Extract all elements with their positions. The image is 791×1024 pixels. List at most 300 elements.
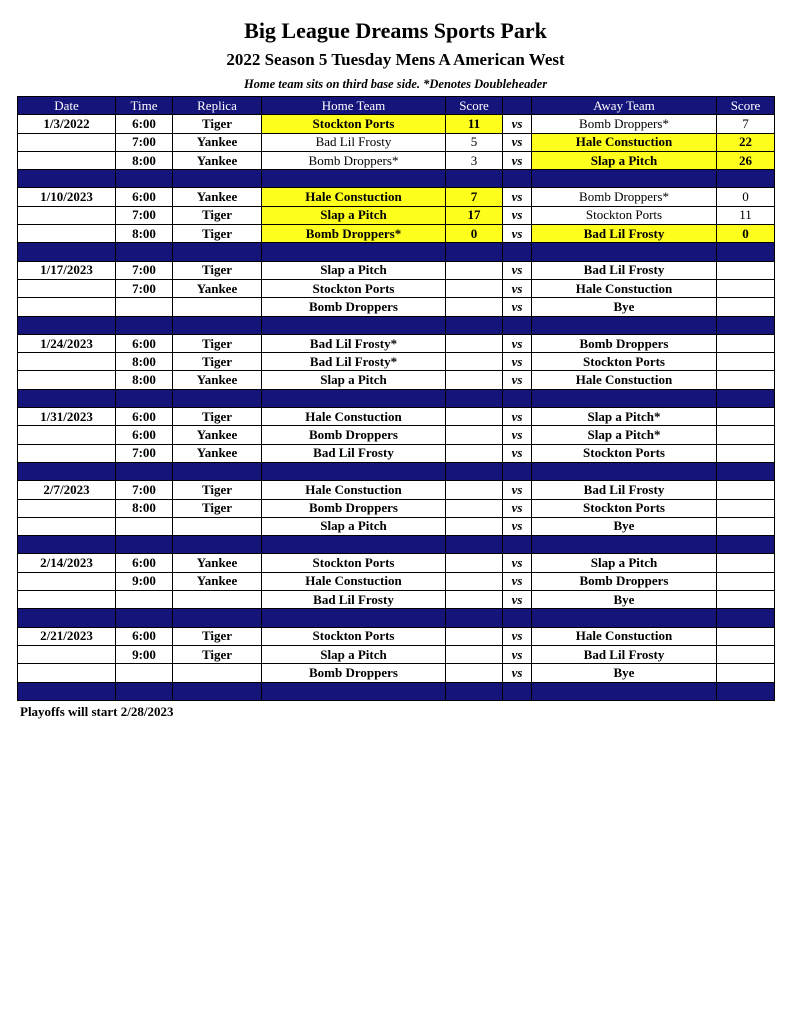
col-header-vs xyxy=(503,97,532,115)
home-score-cell xyxy=(446,426,503,444)
week-separator xyxy=(18,389,775,407)
col-header-date: Date xyxy=(18,97,116,115)
date-cell xyxy=(18,279,116,297)
week-separator xyxy=(18,170,775,188)
separator-cell xyxy=(532,170,717,188)
week-separator xyxy=(18,316,775,334)
away-score-cell: 0 xyxy=(717,188,775,206)
game-row xyxy=(18,499,775,517)
date-cell xyxy=(18,426,116,444)
replica-cell: Yankee xyxy=(173,426,262,444)
away-team-cell: Stockton Ports xyxy=(532,206,717,224)
separator-cell xyxy=(446,682,503,700)
time-cell xyxy=(116,298,173,316)
date-cell: 2/14/2023 xyxy=(18,554,116,572)
separator-cell xyxy=(717,682,775,700)
away-score-cell xyxy=(717,279,775,297)
date-cell: 1/31/2023 xyxy=(18,408,116,426)
game-row xyxy=(18,279,775,297)
away-score-cell xyxy=(717,517,775,535)
replica-cell: Tiger xyxy=(173,334,262,352)
replica-cell: Tiger xyxy=(173,353,262,371)
separator-cell xyxy=(446,609,503,627)
date-cell xyxy=(18,353,116,371)
home-team-cell: Bomb Droppers xyxy=(262,664,446,682)
game-row xyxy=(18,645,775,663)
game-row xyxy=(18,261,775,279)
home-score-cell xyxy=(446,664,503,682)
date-cell xyxy=(18,645,116,663)
home-team-cell: Hale Constuction xyxy=(262,408,446,426)
week-separator xyxy=(18,462,775,480)
away-team-cell: Bye xyxy=(532,298,717,316)
away-score-cell xyxy=(717,353,775,371)
date-cell xyxy=(18,133,116,151)
date-cell xyxy=(18,664,116,682)
vs-cell: vs xyxy=(503,499,532,517)
separator-cell xyxy=(173,462,262,480)
separator-cell xyxy=(262,462,446,480)
replica-cell: Tiger xyxy=(173,225,262,243)
time-cell: 6:00 xyxy=(116,554,173,572)
separator-cell xyxy=(717,389,775,407)
separator-cell xyxy=(503,536,532,554)
away-team-cell: Slap a Pitch* xyxy=(532,426,717,444)
date-cell xyxy=(18,225,116,243)
replica-cell: Yankee xyxy=(173,444,262,462)
game-row xyxy=(18,572,775,590)
date-cell: 1/24/2023 xyxy=(18,334,116,352)
home-score-cell xyxy=(446,645,503,663)
away-score-cell xyxy=(717,627,775,645)
time-cell: 6:00 xyxy=(116,408,173,426)
away-score-cell xyxy=(717,408,775,426)
game-row xyxy=(18,444,775,462)
away-score-cell xyxy=(717,481,775,499)
replica-cell: Yankee xyxy=(173,151,262,169)
time-cell: 7:00 xyxy=(116,279,173,297)
home-score-cell xyxy=(446,444,503,462)
col-header-away-team: Away Team xyxy=(532,97,717,115)
separator-cell xyxy=(262,609,446,627)
vs-cell: vs xyxy=(503,261,532,279)
game-row xyxy=(18,627,775,645)
page-subtitle: 2022 Season 5 Tuesday Mens A American West xyxy=(226,50,565,69)
away-score-cell: 26 xyxy=(717,151,775,169)
date-cell xyxy=(18,591,116,609)
separator-cell xyxy=(18,170,116,188)
away-team-cell: Bye xyxy=(532,664,717,682)
home-team-cell: Bomb Droppers* xyxy=(262,225,446,243)
separator-cell xyxy=(18,536,116,554)
separator-cell xyxy=(116,316,173,334)
home-score-cell xyxy=(446,572,503,590)
game-row xyxy=(18,298,775,316)
separator-cell xyxy=(446,389,503,407)
time-cell: 7:00 xyxy=(116,481,173,499)
date-cell: 1/10/2023 xyxy=(18,188,116,206)
home-team-cell: Slap a Pitch xyxy=(262,517,446,535)
time-cell: 8:00 xyxy=(116,499,173,517)
home-team-cell: Bad Lil Frosty* xyxy=(262,353,446,371)
home-team-cell: Slap a Pitch xyxy=(262,371,446,389)
home-team-cell: Stockton Ports xyxy=(262,279,446,297)
away-team-cell: Bye xyxy=(532,591,717,609)
away-team-cell: Stockton Ports xyxy=(532,353,717,371)
replica-cell: Yankee xyxy=(173,133,262,151)
vs-cell: vs xyxy=(503,664,532,682)
vs-cell: vs xyxy=(503,133,532,151)
separator-cell xyxy=(717,243,775,261)
home-score-cell xyxy=(446,408,503,426)
time-cell: 9:00 xyxy=(116,645,173,663)
separator-cell xyxy=(173,170,262,188)
away-team-cell: Bomb Droppers xyxy=(532,572,717,590)
separator-cell xyxy=(262,389,446,407)
replica-cell xyxy=(173,664,262,682)
col-header-time: Time xyxy=(116,97,173,115)
separator-cell xyxy=(532,462,717,480)
separator-cell xyxy=(262,170,446,188)
home-team-cell: Hale Constuction xyxy=(262,188,446,206)
away-team-cell: Bomb Droppers* xyxy=(532,188,717,206)
away-team-cell: Slap a Pitch* xyxy=(532,408,717,426)
vs-cell: vs xyxy=(503,444,532,462)
separator-cell xyxy=(532,682,717,700)
separator-cell xyxy=(262,682,446,700)
game-row xyxy=(18,481,775,499)
separator-cell xyxy=(116,682,173,700)
time-cell: 7:00 xyxy=(116,133,173,151)
game-row xyxy=(18,371,775,389)
home-score-cell: 3 xyxy=(446,151,503,169)
time-cell: 9:00 xyxy=(116,572,173,590)
home-team-cell: Bad Lil Frosty xyxy=(262,444,446,462)
away-team-cell: Bye xyxy=(532,517,717,535)
separator-cell xyxy=(503,170,532,188)
separator-cell xyxy=(173,316,262,334)
replica-cell: Yankee xyxy=(173,371,262,389)
home-team-cell: Stockton Ports xyxy=(262,554,446,572)
separator-cell xyxy=(446,462,503,480)
away-team-cell: Hale Constuction xyxy=(532,133,717,151)
time-cell xyxy=(116,517,173,535)
week-separator xyxy=(18,682,775,700)
time-cell: 6:00 xyxy=(116,115,173,133)
replica-cell: Tiger xyxy=(173,627,262,645)
separator-cell xyxy=(262,316,446,334)
replica-cell: Yankee xyxy=(173,554,262,572)
home-score-cell xyxy=(446,353,503,371)
separator-cell xyxy=(532,536,717,554)
home-score-cell: 5 xyxy=(446,133,503,151)
home-score-cell: 0 xyxy=(446,225,503,243)
time-cell: 6:00 xyxy=(116,426,173,444)
away-score-cell: 7 xyxy=(717,115,775,133)
schedule-body xyxy=(18,115,775,701)
away-score-cell xyxy=(717,334,775,352)
header-row xyxy=(18,97,775,115)
away-score-cell: 22 xyxy=(717,133,775,151)
date-cell xyxy=(18,444,116,462)
vs-cell: vs xyxy=(503,627,532,645)
time-cell: 8:00 xyxy=(116,371,173,389)
separator-cell xyxy=(18,389,116,407)
separator-cell xyxy=(18,316,116,334)
home-score-cell xyxy=(446,481,503,499)
separator-cell xyxy=(532,389,717,407)
separator-cell xyxy=(446,536,503,554)
separator-cell xyxy=(503,316,532,334)
away-score-cell xyxy=(717,664,775,682)
away-score-cell xyxy=(717,298,775,316)
game-row xyxy=(18,517,775,535)
away-team-cell: Hale Constuction xyxy=(532,627,717,645)
away-team-cell: Slap a Pitch xyxy=(532,151,717,169)
date-cell xyxy=(18,206,116,224)
vs-cell: vs xyxy=(503,408,532,426)
separator-cell xyxy=(18,682,116,700)
home-team-cell: Bad Lil Frosty* xyxy=(262,334,446,352)
separator-cell xyxy=(173,609,262,627)
separator-cell xyxy=(173,682,262,700)
game-row xyxy=(18,188,775,206)
separator-cell xyxy=(446,170,503,188)
game-row xyxy=(18,334,775,352)
home-team-cell: Bomb Droppers* xyxy=(262,151,446,169)
time-cell: 7:00 xyxy=(116,444,173,462)
vs-cell: vs xyxy=(503,591,532,609)
vs-cell: vs xyxy=(503,371,532,389)
separator-cell xyxy=(116,462,173,480)
time-cell xyxy=(116,664,173,682)
game-row xyxy=(18,664,775,682)
separator-cell xyxy=(446,316,503,334)
home-score-cell xyxy=(446,499,503,517)
home-score-cell xyxy=(446,627,503,645)
vs-cell: vs xyxy=(503,225,532,243)
away-team-cell: Bad Lil Frosty xyxy=(532,645,717,663)
date-cell xyxy=(18,298,116,316)
away-score-cell xyxy=(717,261,775,279)
separator-cell xyxy=(116,609,173,627)
away-team-cell: Bad Lil Frosty xyxy=(532,261,717,279)
separator-cell xyxy=(503,389,532,407)
separator-cell xyxy=(116,170,173,188)
away-score-cell xyxy=(717,572,775,590)
away-team-cell: Stockton Ports xyxy=(532,444,717,462)
home-score-cell xyxy=(446,298,503,316)
replica-cell: Tiger xyxy=(173,115,262,133)
date-cell xyxy=(18,151,116,169)
home-score-cell xyxy=(446,334,503,352)
vs-cell: vs xyxy=(503,188,532,206)
time-cell xyxy=(116,591,173,609)
replica-cell: Yankee xyxy=(173,572,262,590)
schedule-table xyxy=(17,96,775,701)
separator-cell xyxy=(532,243,717,261)
vs-cell: vs xyxy=(503,481,532,499)
separator-cell xyxy=(717,536,775,554)
game-row xyxy=(18,133,775,151)
home-score-cell: 7 xyxy=(446,188,503,206)
home-score-cell xyxy=(446,371,503,389)
home-score-cell xyxy=(446,591,503,609)
vs-cell: vs xyxy=(503,206,532,224)
date-cell: 2/7/2023 xyxy=(18,481,116,499)
game-row xyxy=(18,426,775,444)
separator-cell xyxy=(116,243,173,261)
separator-cell xyxy=(116,389,173,407)
separator-cell xyxy=(116,536,173,554)
game-row xyxy=(18,591,775,609)
home-team-cell: Bomb Droppers xyxy=(262,426,446,444)
vs-cell: vs xyxy=(503,334,532,352)
away-team-cell: Slap a Pitch xyxy=(532,554,717,572)
home-score-cell xyxy=(446,517,503,535)
home-team-cell: Bomb Droppers xyxy=(262,298,446,316)
home-team-cell: Slap a Pitch xyxy=(262,206,446,224)
playoffs-note: Playoffs will start 2/28/2023 xyxy=(20,704,174,719)
date-cell xyxy=(18,371,116,389)
home-score-cell: 17 xyxy=(446,206,503,224)
replica-cell: Tiger xyxy=(173,206,262,224)
away-team-cell: Bomb Droppers xyxy=(532,334,717,352)
away-score-cell xyxy=(717,591,775,609)
week-separator xyxy=(18,536,775,554)
replica-cell: Yankee xyxy=(173,188,262,206)
away-score-cell xyxy=(717,426,775,444)
separator-cell xyxy=(173,389,262,407)
vs-cell: vs xyxy=(503,554,532,572)
schedule-note: Home team sits on third base side. *Denotes Doubleheader xyxy=(243,77,548,91)
time-cell: 8:00 xyxy=(116,225,173,243)
away-team-cell: Bad Lil Frosty xyxy=(532,481,717,499)
separator-cell xyxy=(717,609,775,627)
time-cell: 6:00 xyxy=(116,334,173,352)
away-team-cell: Bad Lil Frosty xyxy=(532,225,717,243)
away-team-cell: Hale Constuction xyxy=(532,279,717,297)
home-score-cell xyxy=(446,279,503,297)
home-team-cell: Bomb Droppers xyxy=(262,499,446,517)
separator-cell xyxy=(262,536,446,554)
separator-cell xyxy=(503,243,532,261)
time-cell: 6:00 xyxy=(116,188,173,206)
date-cell: 2/21/2023 xyxy=(18,627,116,645)
separator-cell xyxy=(173,536,262,554)
week-separator xyxy=(18,609,775,627)
page-title: Big League Dreams Sports Park xyxy=(244,18,547,43)
time-cell: 8:00 xyxy=(116,353,173,371)
home-team-cell: Bad Lil Frosty xyxy=(262,591,446,609)
col-header-away-score: Score xyxy=(717,97,775,115)
replica-cell: Tiger xyxy=(173,408,262,426)
vs-cell: vs xyxy=(503,426,532,444)
time-cell: 7:00 xyxy=(116,206,173,224)
separator-cell xyxy=(503,462,532,480)
time-cell: 8:00 xyxy=(116,151,173,169)
replica-cell xyxy=(173,298,262,316)
replica-cell xyxy=(173,517,262,535)
vs-cell: vs xyxy=(503,279,532,297)
date-cell: 1/3/2022 xyxy=(18,115,116,133)
replica-cell xyxy=(173,591,262,609)
game-row xyxy=(18,225,775,243)
separator-cell xyxy=(173,243,262,261)
home-team-cell: Slap a Pitch xyxy=(262,645,446,663)
home-team-cell: Hale Constuction xyxy=(262,572,446,590)
home-team-cell: Bad Lil Frosty xyxy=(262,133,446,151)
home-score-cell: 11 xyxy=(446,115,503,133)
replica-cell: Tiger xyxy=(173,645,262,663)
game-row xyxy=(18,151,775,169)
home-score-cell xyxy=(446,261,503,279)
away-team-cell: Stockton Ports xyxy=(532,499,717,517)
away-score-cell xyxy=(717,444,775,462)
away-score-cell: 11 xyxy=(717,206,775,224)
vs-cell: vs xyxy=(503,115,532,133)
replica-cell: Yankee xyxy=(173,279,262,297)
game-row xyxy=(18,206,775,224)
separator-cell xyxy=(503,682,532,700)
separator-cell xyxy=(717,462,775,480)
game-row xyxy=(18,353,775,371)
date-cell xyxy=(18,572,116,590)
game-row xyxy=(18,554,775,572)
separator-cell xyxy=(18,243,116,261)
game-row xyxy=(18,408,775,426)
separator-cell xyxy=(446,243,503,261)
separator-cell xyxy=(503,609,532,627)
away-score-cell xyxy=(717,371,775,389)
time-cell: 7:00 xyxy=(116,261,173,279)
replica-cell: Tiger xyxy=(173,261,262,279)
away-team-cell: Bomb Droppers* xyxy=(532,115,717,133)
time-cell: 6:00 xyxy=(116,627,173,645)
separator-cell xyxy=(532,316,717,334)
away-score-cell xyxy=(717,645,775,663)
home-team-cell: Slap a Pitch xyxy=(262,261,446,279)
separator-cell xyxy=(532,609,717,627)
vs-cell: vs xyxy=(503,151,532,169)
date-cell: 1/17/2023 xyxy=(18,261,116,279)
away-score-cell: 0 xyxy=(717,225,775,243)
home-score-cell xyxy=(446,554,503,572)
col-header-home-team: Home Team xyxy=(262,97,446,115)
week-separator xyxy=(18,243,775,261)
separator-cell xyxy=(18,609,116,627)
vs-cell: vs xyxy=(503,353,532,371)
away-score-cell xyxy=(717,554,775,572)
separator-cell xyxy=(717,316,775,334)
vs-cell: vs xyxy=(503,645,532,663)
home-team-cell: Hale Constuction xyxy=(262,481,446,499)
separator-cell xyxy=(262,243,446,261)
col-header-home-score: Score xyxy=(446,97,503,115)
separator-cell xyxy=(18,462,116,480)
game-row xyxy=(18,115,775,133)
vs-cell: vs xyxy=(503,572,532,590)
date-cell xyxy=(18,517,116,535)
home-team-cell: Stockton Ports xyxy=(262,115,446,133)
separator-cell xyxy=(717,170,775,188)
home-team-cell: Stockton Ports xyxy=(262,627,446,645)
away-team-cell: Hale Constuction xyxy=(532,371,717,389)
date-cell xyxy=(18,499,116,517)
away-score-cell xyxy=(717,499,775,517)
vs-cell: vs xyxy=(503,298,532,316)
vs-cell: vs xyxy=(503,517,532,535)
